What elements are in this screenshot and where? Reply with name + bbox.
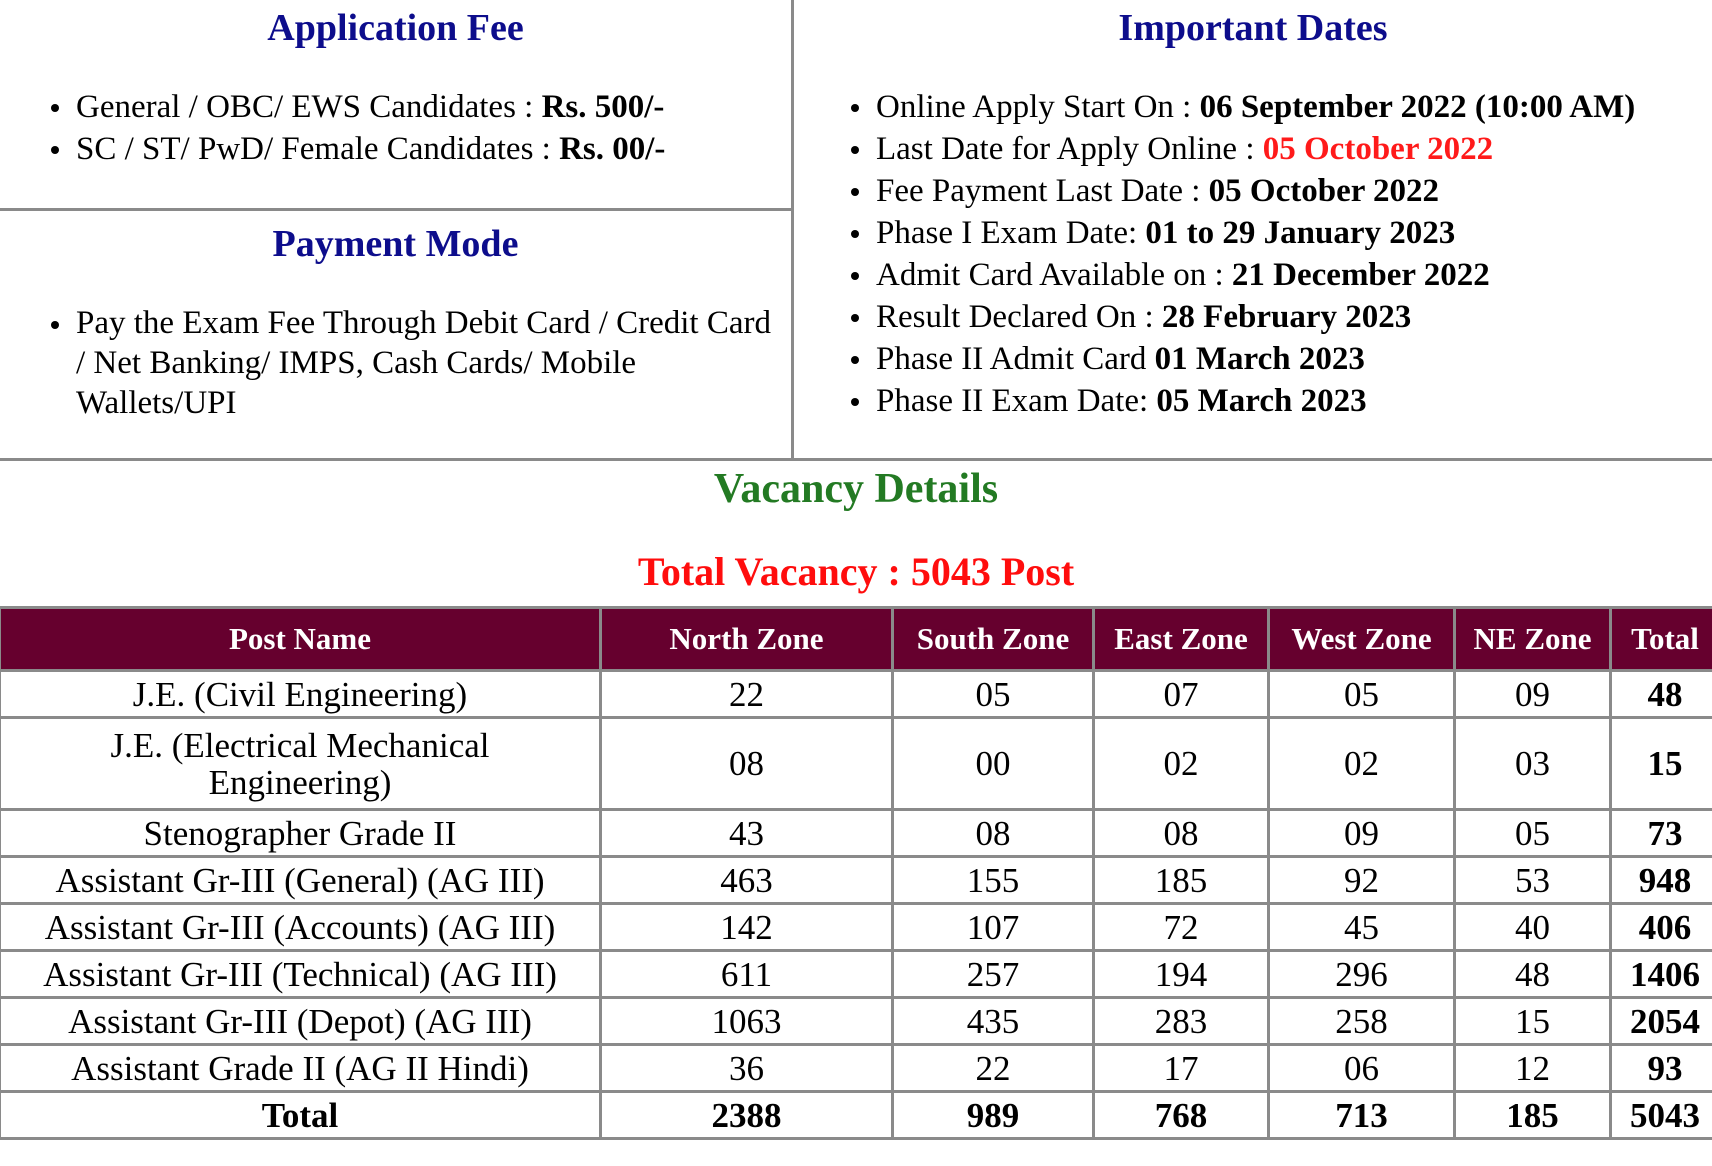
table-total-row bbox=[0, 1092, 1712, 1139]
column-header: North Zone bbox=[601, 608, 893, 671]
post-name-cell: Assistant Gr-III (Accounts) (AG III) bbox=[0, 904, 601, 951]
zone-cell: 296 bbox=[1269, 951, 1455, 998]
zone-cell: 08 bbox=[601, 718, 893, 810]
post-name-cell: Assistant Grade II (AG II Hindi) bbox=[0, 1045, 601, 1092]
zone-cell: 36 bbox=[601, 1045, 893, 1092]
zone-cell: 02 bbox=[1269, 718, 1455, 810]
zone-cell: 258 bbox=[1269, 998, 1455, 1045]
zone-cell: 17 bbox=[1094, 1045, 1269, 1092]
list-item: Online Apply Start On : 06 September 2022 (10:00 AM) bbox=[876, 86, 1712, 128]
zone-cell: 185 bbox=[1455, 1092, 1611, 1139]
zone-cell: 1063 bbox=[601, 998, 893, 1045]
zone-cell: 05 bbox=[1455, 810, 1611, 857]
zone-cell: 989 bbox=[893, 1092, 1094, 1139]
zone-cell: 283 bbox=[1094, 998, 1269, 1045]
zone-cell: 02 bbox=[1094, 718, 1269, 810]
total-cell: 5043 bbox=[1611, 1092, 1712, 1139]
table-row bbox=[0, 904, 1712, 951]
zone-cell: 2388 bbox=[601, 1092, 893, 1139]
vacancy-details-title: Vacancy Details bbox=[713, 466, 999, 512]
list-item: Last Date for Apply Online : 05 October 2022 bbox=[876, 128, 1712, 170]
list-item: Admit Card Available on : 21 December 2022 bbox=[876, 254, 1712, 296]
zone-cell: 07 bbox=[1094, 671, 1269, 718]
zone-cell: 45 bbox=[1269, 904, 1455, 951]
zone-cell: 185 bbox=[1094, 857, 1269, 904]
zone-cell: 43 bbox=[601, 810, 893, 857]
list-item: Phase I Exam Date: 01 to 29 January 2023 bbox=[876, 212, 1712, 254]
vacancy-table bbox=[0, 606, 1712, 1140]
total-cell: 15 bbox=[1611, 718, 1712, 810]
zone-cell: 09 bbox=[1455, 671, 1611, 718]
total-vacancy-text: Total Vacancy : 5043 Post bbox=[637, 549, 1075, 594]
zone-cell: 06 bbox=[1269, 1045, 1455, 1092]
post-name-cell: Assistant Gr-III (Technical) (AG III) bbox=[0, 951, 601, 998]
zone-cell: 435 bbox=[893, 998, 1094, 1045]
column-header: NE Zone bbox=[1455, 608, 1611, 671]
zone-cell: 107 bbox=[893, 904, 1094, 951]
zone-cell: 768 bbox=[1094, 1092, 1269, 1139]
zone-cell: 12 bbox=[1455, 1045, 1611, 1092]
post-name-cell: Assistant Gr-III (General) (AG III) bbox=[0, 857, 601, 904]
section-divider bbox=[0, 208, 793, 211]
zone-cell: 194 bbox=[1094, 951, 1269, 998]
zone-cell: 15 bbox=[1455, 998, 1611, 1045]
total-cell: 406 bbox=[1611, 904, 1712, 951]
table-row bbox=[0, 857, 1712, 904]
column-divider bbox=[791, 0, 794, 460]
list-item: SC / ST/ PwD/ Female Candidates : Rs. 00/- bbox=[76, 128, 776, 170]
zone-cell: 53 bbox=[1455, 857, 1611, 904]
total-cell: 2054 bbox=[1611, 998, 1712, 1045]
column-header: West Zone bbox=[1269, 608, 1455, 671]
total-cell: 1406 bbox=[1611, 951, 1712, 998]
zone-cell: 48 bbox=[1455, 951, 1611, 998]
column-header: South Zone bbox=[893, 608, 1094, 671]
application-fee-title: Application Fee bbox=[267, 7, 524, 49]
list-item: Phase II Admit Card 01 March 2023 bbox=[876, 338, 1712, 380]
table-row bbox=[0, 718, 1712, 810]
list-item: Fee Payment Last Date : 05 October 2022 bbox=[876, 170, 1712, 212]
zone-cell: 142 bbox=[601, 904, 893, 951]
zone-cell: 463 bbox=[601, 857, 893, 904]
post-name-cell: J.E. (Electrical Mechanical Engineering) bbox=[0, 718, 601, 810]
zone-cell: 155 bbox=[893, 857, 1094, 904]
zone-cell: 00 bbox=[893, 718, 1094, 810]
table-row bbox=[0, 1045, 1712, 1092]
total-cell: 93 bbox=[1611, 1045, 1712, 1092]
zone-cell: 09 bbox=[1269, 810, 1455, 857]
important-dates-list bbox=[876, 86, 1712, 422]
total-cell: 948 bbox=[1611, 857, 1712, 904]
post-name-cell: Stenographer Grade II bbox=[0, 810, 601, 857]
total-cell: 73 bbox=[1611, 810, 1712, 857]
zone-cell: 611 bbox=[601, 951, 893, 998]
zone-cell: 22 bbox=[601, 671, 893, 718]
zone-cell: 05 bbox=[893, 671, 1094, 718]
section-divider bbox=[0, 458, 1712, 461]
application-fee-list bbox=[76, 86, 776, 170]
table-row bbox=[0, 671, 1712, 718]
zone-cell: 08 bbox=[1094, 810, 1269, 857]
column-header: East Zone bbox=[1094, 608, 1269, 671]
info-section bbox=[0, 0, 1712, 462]
post-name-cell: J.E. (Civil Engineering) bbox=[0, 671, 601, 718]
zone-cell: 713 bbox=[1269, 1092, 1455, 1139]
zone-cell: 92 bbox=[1269, 857, 1455, 904]
total-cell: 48 bbox=[1611, 671, 1712, 718]
zone-cell: 05 bbox=[1269, 671, 1455, 718]
zone-cell: 22 bbox=[893, 1045, 1094, 1092]
table-row bbox=[0, 998, 1712, 1045]
payment-mode-list bbox=[76, 303, 776, 423]
list-item: General / OBC/ EWS Candidates : Rs. 500/- bbox=[76, 86, 776, 128]
list-item: Phase II Exam Date: 05 March 2023 bbox=[876, 380, 1712, 422]
table-row bbox=[0, 810, 1712, 857]
column-header: Post Name bbox=[0, 608, 601, 671]
post-name-cell: Assistant Gr-III (Depot) (AG III) bbox=[0, 998, 601, 1045]
list-item: Result Declared On : 28 February 2023 bbox=[876, 296, 1712, 338]
column-header: Total bbox=[1611, 608, 1712, 671]
zone-cell: 72 bbox=[1094, 904, 1269, 951]
zone-cell: 257 bbox=[893, 951, 1094, 998]
payment-mode-title: Payment Mode bbox=[272, 223, 519, 265]
post-name-cell: Total bbox=[0, 1092, 601, 1139]
zone-cell: 08 bbox=[893, 810, 1094, 857]
table-row bbox=[0, 951, 1712, 998]
important-dates-title: Important Dates bbox=[1118, 7, 1388, 49]
zone-cell: 03 bbox=[1455, 718, 1611, 810]
zone-cell: 40 bbox=[1455, 904, 1611, 951]
table-header-row bbox=[0, 608, 1712, 671]
list-item: Pay the Exam Fee Through Debit Card / Credit Card / Net Banking/ IMPS, Cash Cards/ Mobile Wallets/UPI bbox=[76, 303, 776, 423]
